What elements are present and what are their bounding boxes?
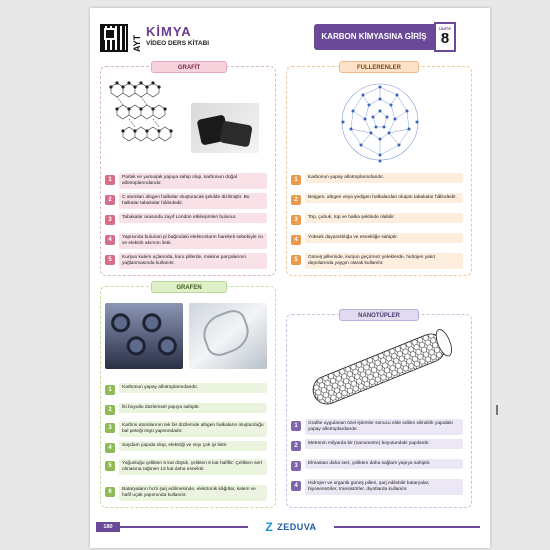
qr-code-icon[interactable] xyxy=(100,24,128,52)
graphene-item-3: 3 Karbon atomlarının tek bir düzlemde altıgen halkaların oluşturduğu bal peteği örgü yapısındadır. xyxy=(105,421,267,437)
fullerene-item-4: 4 Yüksek dayanıklılığa ve esnekliğe sahiptir. xyxy=(291,233,463,249)
nanotube-item-3: 3 Elmastan daha sert, çelikten daha sağlam yapıya sahiptir. xyxy=(291,459,463,475)
fullerene-panel xyxy=(286,66,472,276)
nanotube-item-2: 2 Metrenin milyarda bir (nanometre) boyutundaki yapılardır. xyxy=(291,439,463,455)
fullerene-title: FULLERENLER xyxy=(339,61,419,73)
graphene-item-4: 4 Saydam yapıda olup, elektriği ve ısıyı çok iyi iletir. xyxy=(105,441,267,457)
graphene-item-5: 5 Yoğunluğu çelikten 6 kat düşük, çelikten 6 kat hafiftir. Çelikten sert olmasına rağmen 13 kat daha esnektir. xyxy=(105,459,267,475)
graphene-item-6: 6 Bataryaların hızlı şarj edilmesinde, elektronik kâğıtlar, kalem ve hafif uçak yapımında kullanılır. xyxy=(105,485,267,501)
nanotube-structure-image xyxy=(299,329,459,409)
fullerene-item-5: 5 Güneş pillerinde, kurşun geçirmez yeleklerde, hidrojen yakıt depolarında yaygın olarak kullanılır. xyxy=(291,253,463,269)
unit-banner xyxy=(314,24,434,50)
graphene-item-2: 2 İki boyutlu düzlemsel yapıya sahiptir. xyxy=(105,403,267,419)
book-title: KİMYA xyxy=(146,24,192,39)
graphene-photo-2 xyxy=(189,303,267,369)
graphite-item-3: 3 Tabakalar arasında zayıf London etkileşimleri bulunur. xyxy=(105,213,267,229)
graphene-panel xyxy=(100,286,276,508)
page-header xyxy=(90,8,490,58)
graphene-item-1: 1 Karbonun yapay allotroplarındandır. xyxy=(105,383,267,399)
fullerene-item-3: 3 Top, çubuk, tüp ve halka şeklinde olabilir. xyxy=(291,213,463,229)
nanotube-panel xyxy=(286,314,472,508)
graphite-title: GRAFİT xyxy=(151,61,227,73)
graphite-item-2: 2 C atomları altıgen halkalar oluşturacak şekilde dizilmiştir. Bu halkalar tabakalar hâlindedir. xyxy=(105,193,267,209)
unit-title: KARBON KİMYASINA GİRİŞ xyxy=(321,32,427,41)
graphite-structure-image xyxy=(107,79,183,149)
book-subtitle: VİDEO DERS KİTABI xyxy=(146,40,210,47)
unit-number: 8 xyxy=(440,30,450,47)
fullerene-item-2: 2 Beşgen, altıgen veya yedigen halkalardan oluşan tabakalar hâlindedir. xyxy=(291,193,463,209)
scroll-indicator[interactable] xyxy=(496,405,498,415)
graphite-item-4: 4 Yapısında bulunan pi bağındaki elektronların hareketi sebebiyle ısı ve elektrik akımını iletir. xyxy=(105,233,267,249)
graphite-item-5: 5 Kurşun kalem uçlarında, kuru pillerde, makine parçalarının yağlanmasında kullanılır. xyxy=(105,253,267,269)
graphene-photo-1 xyxy=(105,303,183,369)
nanotube-item-1: 1 Grafite uygulanan özel işlemler sonucu elde edilen silindirik yapıdaki yapay allotroplardandır. xyxy=(291,419,463,435)
unit-badge xyxy=(434,22,456,52)
fullerene-structure-image xyxy=(335,77,425,167)
fullerene-item-1: 1 Karbonun yapay allotroplarındandır. xyxy=(291,173,463,189)
graphene-title: GRAFEN xyxy=(151,281,227,293)
graphite-panel xyxy=(100,66,276,276)
unit-label: ÜNİTE xyxy=(439,26,451,31)
publisher-logo xyxy=(248,518,334,534)
page-number: 180 xyxy=(96,522,120,532)
graphite-photo xyxy=(191,103,259,153)
textbook-page xyxy=(90,8,490,548)
graphite-item-1: 1 Parlak ve yumuşak yapıya sahip olup, karbonun doğal allotroplarındandır. xyxy=(105,173,267,189)
zeduva-logo-icon: Z xyxy=(265,519,273,534)
series-label: AYT xyxy=(132,34,142,52)
nanotube-item-4: 4 Hidrojen ve organik güneş pilleri, şarj edilebilir bataryalar, biyosensörler, transistörler, diyotlarda kullanılır. xyxy=(291,479,463,495)
publisher-name: ZEDUVA xyxy=(277,521,317,532)
nanotube-title: NANOTÜPLER xyxy=(339,309,419,321)
